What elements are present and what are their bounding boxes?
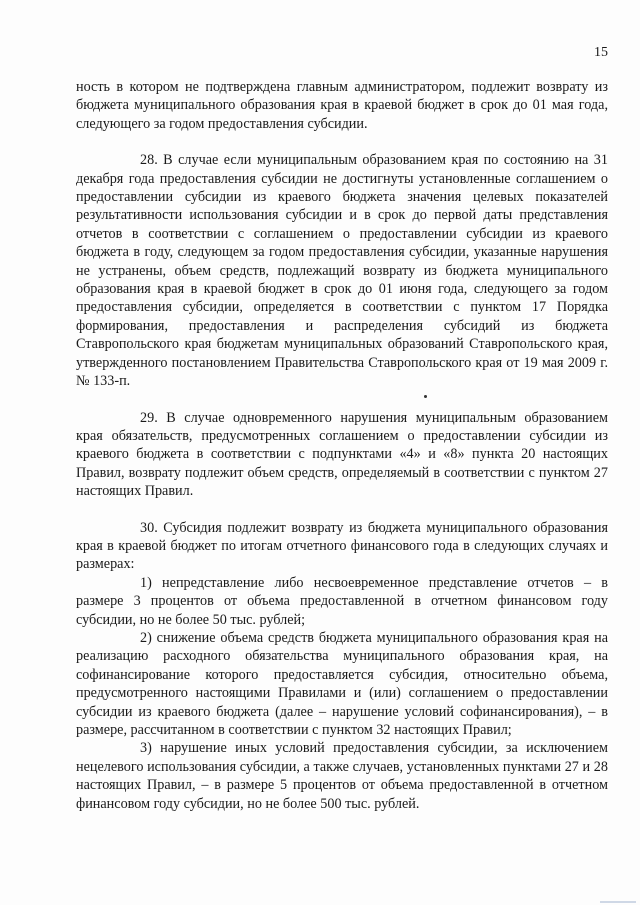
page-number: 15 [594, 45, 608, 60]
document-body [76, 78, 608, 813]
paragraph-30: 30. Субсидия подлежит возврату из бюджета муниципального образования края в краевой бюджет по итогам отчетного финансового года в следующих случаях и размерах: [76, 519, 608, 573]
list-item-2: 2) снижение объема средств бюджета муниципального образования края на реализацию расходного обязательства муниципального образования края, на софинансирование которого предоставляется субсидия, относительно объема, предусмотренного настоящими Правилами и (или) соглашением о предоставлении субсидии из краевого бюджета (далее – нарушение условий софинансирования), – в размере, рассчитанном в соответствии с пунктом 32 настоящих Правил; [76, 629, 608, 738]
scan-edge-mark [600, 901, 636, 903]
paragraph-continuation: ность в котором не подтверждена главным администратором, подлежит возврату из бюджета муниципального образования края в краевой бюджет в срок до 01 мая года, следующего за годом предоставления субсидии. [76, 79, 608, 132]
scan-speck [424, 395, 427, 398]
paragraph-gap [76, 133, 608, 151]
paragraph-gap [76, 391, 608, 409]
paragraph-gap [76, 501, 608, 519]
paragraph-28: 28. В случае если муниципальным образованием края по состоянию на 31 декабря года предоставления субсидии не достигнуты установленные соглашением о предоставлении субсидии из краевого бюджета значения целевых показателей результативности использования субсидии и в срок до первой даты представления отчетов в соответствии с соглашением о предоставлении субсидии из краевого бюджета в году, следующем за годом предоставления субсидии, указанные нарушения не устранены, объем средств, подлежащий возврату из бюджета муниципального образования края в краевой бюджет в срок до 01 июня года, следующего за годом предоставления субсидии, определяется в соответствии с пунктом 17 Порядка формирования, предоставления и распределения субсидий из бюджета Ставропольского края бюджетам муниципальных образований Ставропольского края, утвержденного постановлением Правительства Ставропольского края от 19 мая 2009 г. № 133-п. [76, 152, 608, 390]
paragraph-29: 29. В случае одновременного нарушения муниципальным образованием края обязательств, предусмотренных соглашением о предоставлении субсидии из краевого бюджета в соответствии с подпунктами «4» и «8» пункта 20 настоящих Правил, возврату подлежит объем средств, определяемый в соответствии с пунктом 27 настоящих Правил. [76, 409, 608, 500]
list-item-1: 1) непредставление либо несвоевременное представление отчетов – в размере 3 процентов от объема предоставленной в отчетном финансовом году субсидии, но не более 50 тыс. рублей; [76, 574, 608, 628]
list-item-3: 3) нарушение иных условий предоставления субсидии, за исключением нецелевого использования субсидии, а также случаев, установленных пунктами 27 и 28 настоящих Правил, – в размере 5 процентов от объема предоставленной в отчетном финансовом году субсидии, но не более 500 тыс. рублей. [76, 740, 608, 812]
